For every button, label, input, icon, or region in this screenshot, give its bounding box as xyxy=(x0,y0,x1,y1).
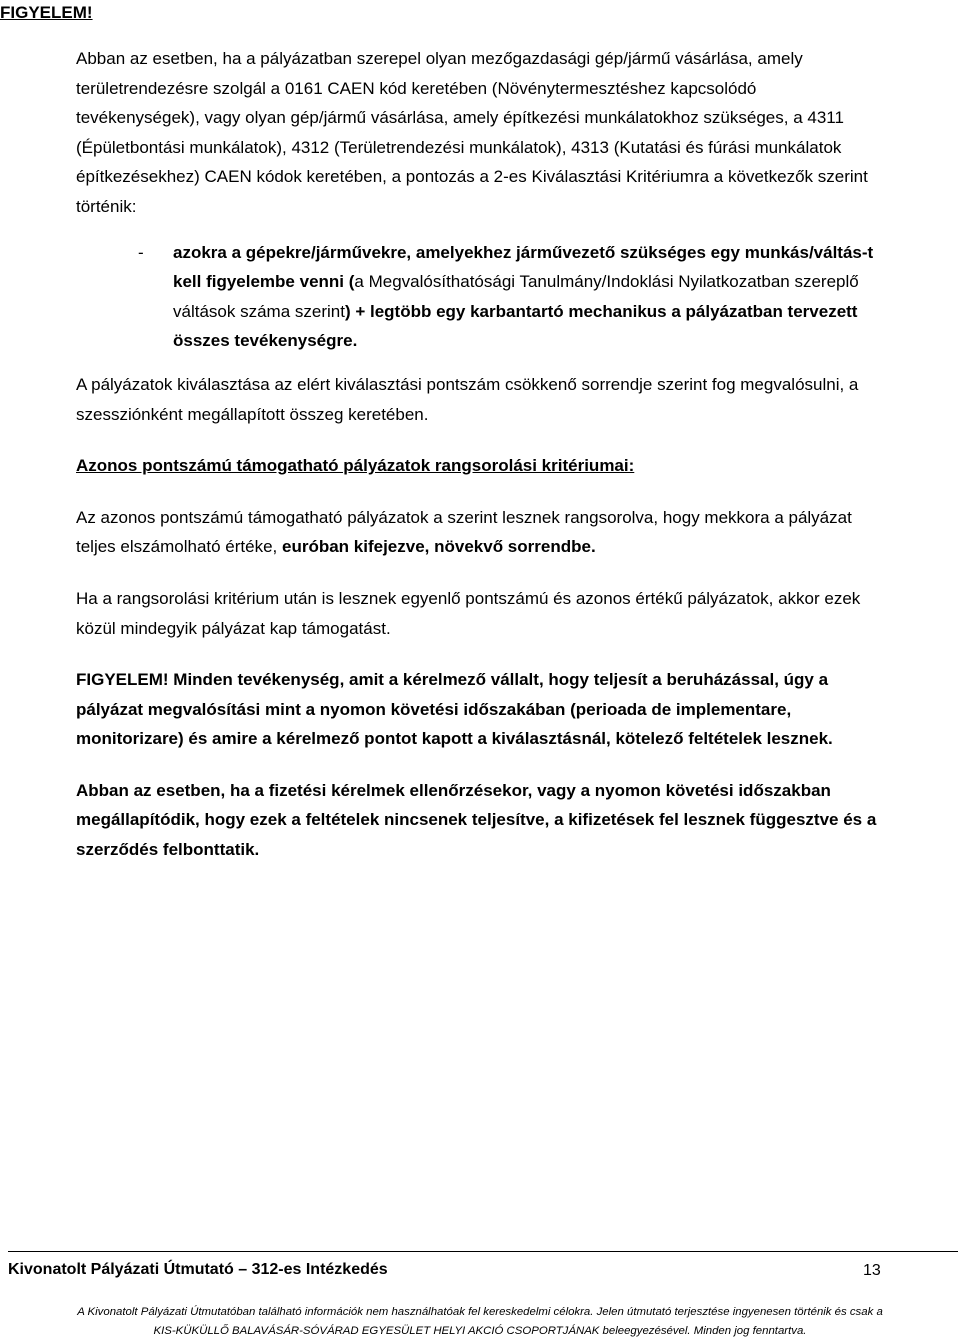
footer-disclaimer-line-2: KIS-KÜKÜLLŐ BALAVÁSÁR-SÓVÁRAD EGYESÜLET HELYI AKCIÓ CSOPORTJÁNAK beleegyezésével. Minden jog fenntartva. xyxy=(153,1325,807,1337)
footer-divider xyxy=(8,1251,958,1252)
ranking-bold-text: euróban kifejezve, növekvő sorrendbe. xyxy=(282,537,596,557)
bullet-bold-part-2: ) + legtöbb egy karbantartó mechanikus a pályázatban tervezett összes tevékenységre. xyxy=(173,301,858,351)
ranking-paragraph xyxy=(76,503,884,562)
equal-score-paragraph: Ha a rangsorolási kritérium után is lesznek egyenlő pontszámú és azonos értékű pályázatok, akkor ezek közül mindegyik pályázat kap támogatást. xyxy=(76,588,861,638)
payment-warning-paragraph: Abban az esetben, ha a fizetési kérelmek ellenőrzésekor, vagy a nyomon követési időszakban megállapítódik, hogy ezek a feltételek nincsenek teljesítve, a kifizetések fel lesznek függesztve és a szerződés felbonttatik. xyxy=(76,780,877,860)
bullet-text xyxy=(173,238,884,356)
footer-disclaimer xyxy=(8,1303,952,1341)
page-heading-figyelem: FIGYELEM! xyxy=(0,3,93,22)
selection-paragraph: A pályázatok kiválasztása az elért kiválasztási pontszám csökkenő sorrendje szerint fog megvalósulni, a szessziónként megállapított összeg keretében. xyxy=(76,374,859,424)
ranking-heading: Azonos pontszámú támogatható pályázatok rangsorolási kritériumai: xyxy=(76,456,635,476)
bullet-bold-part-1: azokra a gépekre/járművekre, amelyekhez járművezető szükséges egy munkás/váltás-t kell figyelembe venni ( xyxy=(173,242,874,292)
bullet-normal-part: a Megvalósíthatósági Tanulmány/Indoklási Nyilatkozatban szereplő váltások száma szerint xyxy=(173,272,859,321)
ranking-normal-text: Az azonos pontszámú támogatható pályázatok a szerint lesznek rangsorolva, hogy mekkora a pályázat teljes elszámolható értéke, xyxy=(76,507,852,557)
document-body xyxy=(76,44,884,865)
bullet-dash: - xyxy=(138,242,144,262)
attention-text: Minden tevékenység, amit a kérelmező vállalt, hogy teljesít a beruházással, úgy a pályázat megvalósítási mint a nyomon követési időszakában (perioada de implementare, monitorizare) és amire a kérelmező pontot kapott a kiválasztásnál, kötelező feltételek lesznek. xyxy=(76,670,833,749)
attention-label: FIGYELEM! xyxy=(76,670,169,690)
attention-paragraph xyxy=(76,665,884,754)
intro-paragraph: Abban az esetben, ha a pályázatban szerepel olyan mezőgazdasági gép/jármű vásárlása, amely területrendezésre szolgál a 0161 CAEN kód keretében (Növénytermesztéshez kapcsolódó tevékenységek), vagy olyan gép/jármű vásárlása, amely építkezési munkálatokhoz szükséges, a 4311 (Épületbontási munkálatok), 4312 (Területrendezési munkálatok), 4313 (Kutatási és fúrási munkálatok építkezésekhez) CAEN kódok keretében, a pontozás a 2-es Kiválasztási Kritériumra a következők szerint történik: xyxy=(76,49,868,216)
page-number: 13 xyxy=(863,1262,881,1279)
bullet-item xyxy=(138,238,884,356)
footer-title: Kivonatolt Pályázati Útmutató – 312-es Intézkedés xyxy=(8,1261,388,1278)
footer-disclaimer-line-1: A Kivonatolt Pályázati Útmutatóban található információk nem használhatóak fel kereskedelmi célokra. Jelen útmutató terjesztése ingyenesen történik és csak a xyxy=(77,1306,883,1318)
